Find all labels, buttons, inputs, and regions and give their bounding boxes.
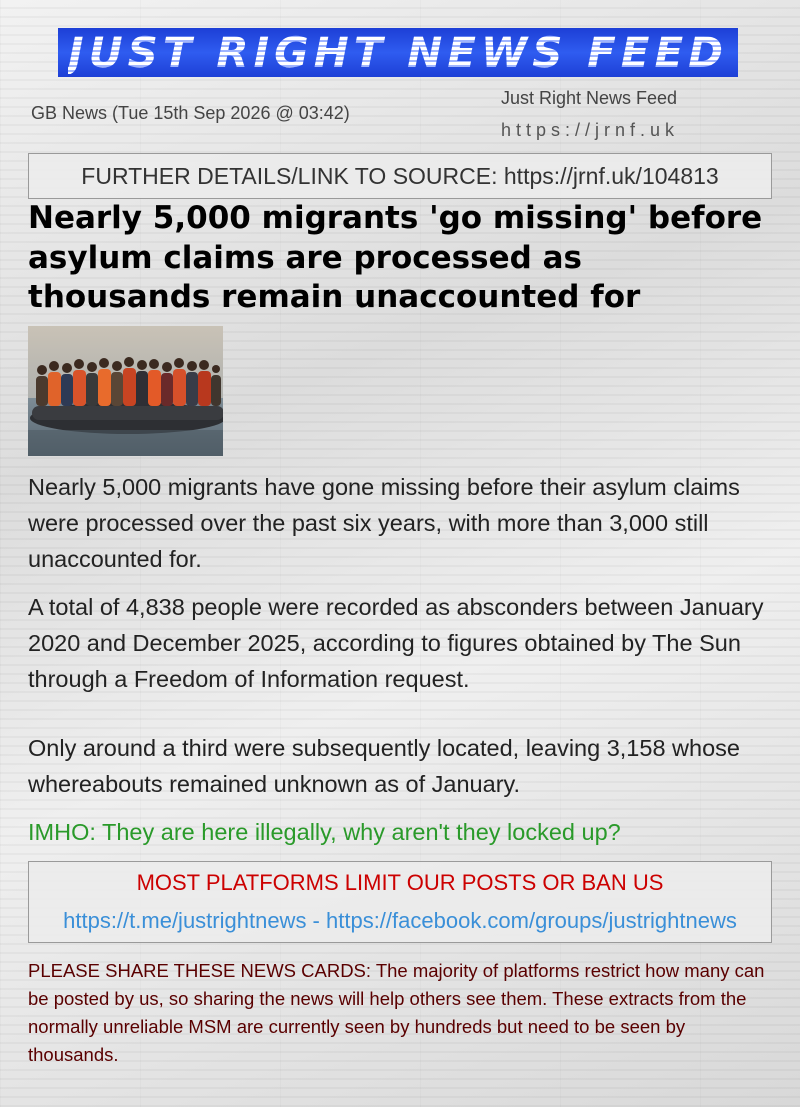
- brand-url[interactable]: https://jrnf.uk: [501, 120, 680, 140]
- source-link-text[interactable]: FURTHER DETAILS/LINK TO SOURCE: https://jrnf.uk/104813: [81, 162, 719, 189]
- editor-opinion: IMHO: They are here illegally, why aren't they locked up?: [28, 819, 621, 845]
- social-links[interactable]: https://t.me/justrightnews - https://facebook.com/groups/justrightnews: [63, 908, 737, 933]
- site-title: JUST RIGHT NEWS FEED: [67, 27, 729, 77]
- brand-name: Just Right News Feed: [501, 88, 678, 108]
- source-date-line: GB News (Tue 15th Sep 2026 @ 03:42): [31, 103, 350, 123]
- platform-warning-box: [28, 861, 772, 943]
- site-banner: [58, 28, 738, 77]
- article-headline: Nearly 5,000 migrants 'go missing' before asylum claims are processed as thousands remain unaccounted for: [28, 200, 763, 315]
- migrant-boat-photo-icon: [28, 326, 223, 456]
- platform-warning-text: MOST PLATFORMS LIMIT OUR POSTS OR BAN US: [136, 870, 664, 895]
- article-paragraph: A total of 4,838 people were recorded as absconders between January 2020 and December 2025, according to figures obtained by The Sun through a Freedom of Information request.: [28, 594, 764, 692]
- source-link-box[interactable]: [28, 153, 772, 199]
- share-request-note: PLEASE SHARE THESE NEWS CARDS: The majority of platforms restrict how many can be posted by us, so sharing the news will help others see them. These extracts from the normally unreliable MSM are currently seen by hundreds but need to be seen by thousands.: [28, 960, 765, 1065]
- article-paragraph: Only around a third were subsequently located, leaving 3,158 whose whereabouts remained unknown as of January.: [28, 735, 740, 797]
- article-paragraph: Nearly 5,000 migrants have gone missing before their asylum claims were processed over the past six years, with more than 3,000 still unaccounted for.: [28, 474, 740, 572]
- article-photo: [28, 326, 223, 456]
